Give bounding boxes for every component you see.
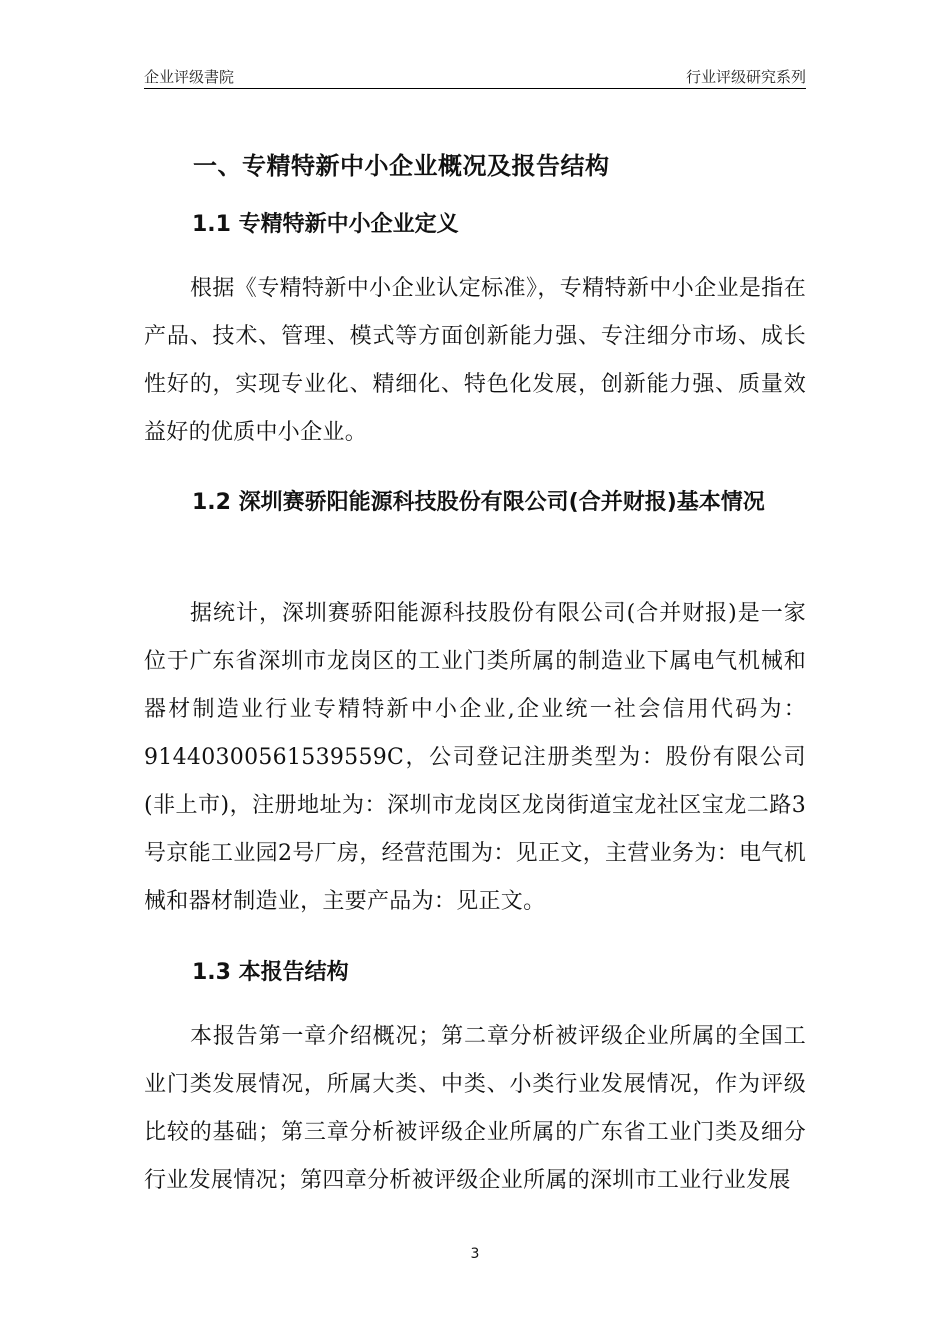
section-heading-1-2: 1.2 深圳赛骄阳能源科技股份有限公司(合并财报)基本情况 (192, 490, 765, 515)
chapter-title: 一、专精特新中小企业概况及报告结构 (193, 152, 610, 180)
section-heading-1-1: 1.1 专精特新中小企业定义 (192, 212, 459, 237)
section-body-1-3: 本报告第一章介绍概况；第二章分析被评级企业所属的全国工业门类发展情况，所属大类、中类、小类行业发展情况，作为评级比较的基础；第三章分析被评级企业所属的广东省工业门类及细分行业发展情况；第四章分析被评级企业所属的深圳市工业行业发展 (144, 1024, 806, 1193)
header-divider (144, 88, 806, 89)
section-body-1-2: 据统计，深圳赛骄阳能源科技股份有限公司(合并财报)是一家位于广东省深圳市龙岗区的工业门类所属的制造业下属电气机械和器材制造业行业专精特新中小企业,企业统一社会信用代码为：91440300561539559C，公司登记注册类型为：股份有限公司(非上市)，注册地址为：深圳市龙岗区龙岗街道宝龙社区宝龙二路3号京能工业园2号厂房，经营范围为：见正文，主营业务为：电气机械和器材制造业，主要产品为：见正文。 (144, 601, 806, 914)
header-left-title: 企业评级書院 (144, 68, 235, 86)
section-heading-1-3: 1.3 本报告结构 (192, 960, 349, 985)
header-right-title: 行业评级研究系列 (685, 68, 806, 86)
section-body-1-1: 根据《专精特新中小企业认定标准》，专精特新中小企业是指在产品、技术、管理、模式等方面创新能力强、专注细分市场、成长性好的，实现专业化、精细化、特色化发展，创新能力强、质量效益好的优质中小企业。 (144, 276, 806, 445)
page-number: 3 (470, 1246, 480, 1262)
